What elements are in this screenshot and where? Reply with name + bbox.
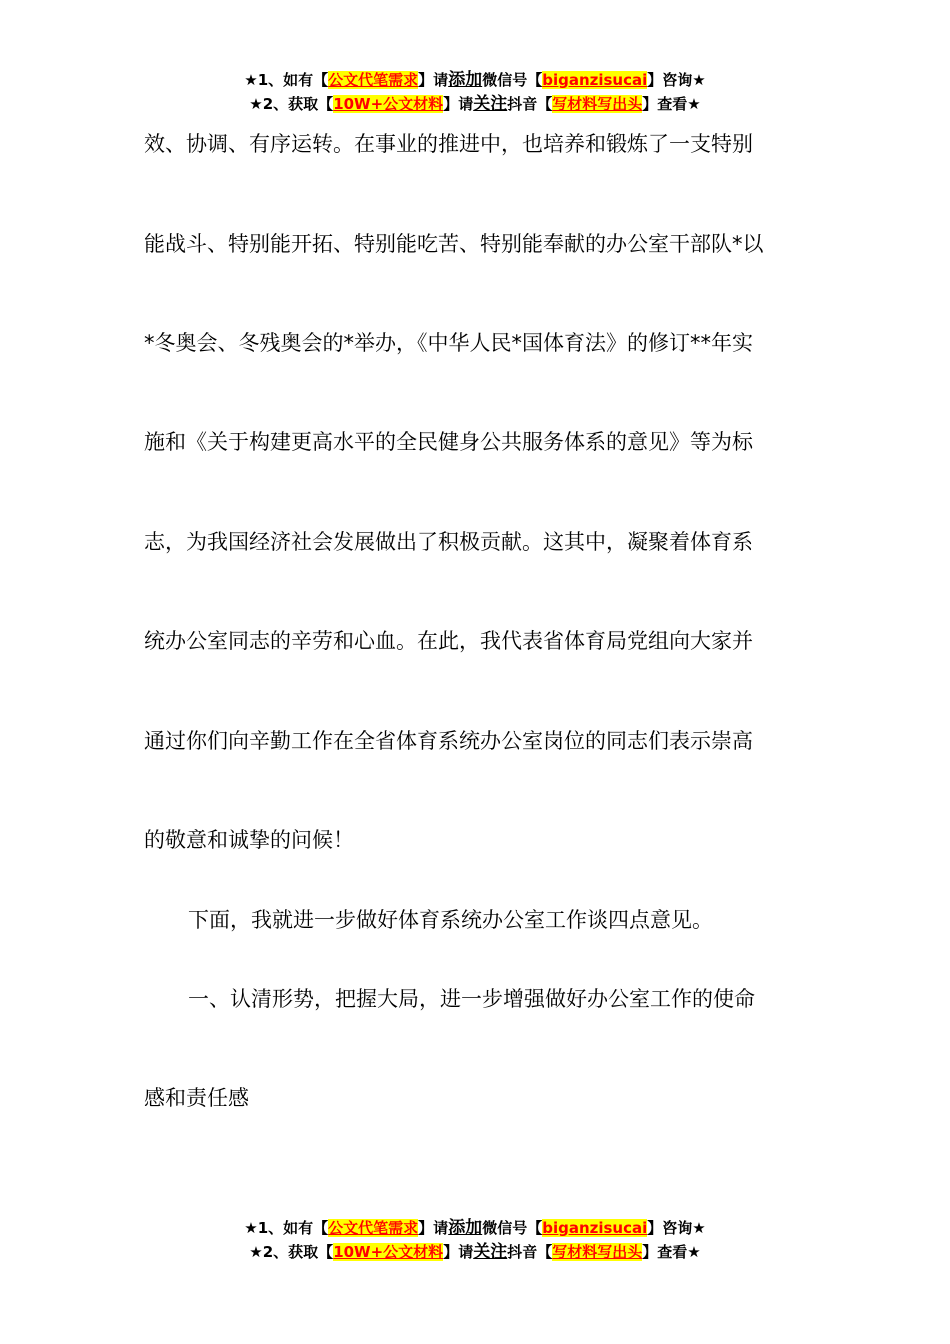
- body-line: 志，为我国经济社会发展做出了积极贡献。这其中，凝聚着体育系: [144, 530, 753, 554]
- banner-emphasis-follow: 关注: [473, 1242, 508, 1262]
- banner-line-1-suffix: 】咨询★: [647, 1219, 706, 1237]
- banner-emphasis-add: 添加: [448, 1218, 483, 1238]
- body-line: 的敬意和诚挚的问候！: [144, 828, 354, 852]
- banner-highlight-wechat-id: biganzisucai: [542, 71, 648, 89]
- banner-line-1-mid: 】请: [418, 1219, 449, 1237]
- section-heading-continuation: 感和责任感: [144, 1086, 249, 1110]
- banner-highlight-materials: 10W+公文材料: [333, 95, 444, 113]
- banner-line-1: [0, 68, 950, 92]
- banner-line-2: [0, 92, 950, 116]
- banner-emphasis-follow: 关注: [473, 94, 508, 114]
- banner-line-1-mid2: 微信号【: [482, 1219, 543, 1237]
- banner-line-2-mid: 】请: [443, 95, 474, 113]
- banner-line-2-prefix: ★2、获取【: [249, 1243, 334, 1261]
- banner-line-2: [0, 1240, 950, 1264]
- banner-line-1-mid: 】请: [418, 71, 449, 89]
- section-heading: 一、认清形势，把握大局，进一步增强做好办公室工作的使命: [188, 987, 755, 1011]
- banner-line-2-prefix: ★2、获取【: [249, 95, 334, 113]
- banner-line-1-prefix: ★1、如有【: [244, 1219, 329, 1237]
- banner-highlight-douyin-account: 写材料写出头: [552, 95, 643, 113]
- body-paragraph-intro: 下面，我就进一步做好体育系统办公室工作谈四点意见。: [188, 908, 713, 932]
- body-line: 效、协调、有序运转。在事业的推进中，也培养和锻炼了一支特别: [144, 132, 753, 156]
- banner-highlight-douyin-account: 写材料写出头: [552, 1243, 643, 1261]
- banner-line-1-mid2: 微信号【: [482, 71, 543, 89]
- banner-line-2-mid2: 抖音【: [507, 95, 553, 113]
- body-line: 能战斗、特别能开拓、特别能吃苦、特别能奉献的办公室干部队*以: [144, 232, 764, 256]
- body-line: 通过你们向辛勤工作在全省体育系统办公室岗位的同志们表示崇高: [144, 729, 753, 753]
- body-line: *冬奥会、冬残奥会的*举办，《中华人民*国体育法》的修订**年实: [144, 331, 753, 355]
- banner-line-1-suffix: 】咨询★: [647, 71, 706, 89]
- banner-highlight-service: 公文代笔需求: [328, 1219, 419, 1237]
- banner-highlight-wechat-id: biganzisucai: [542, 1219, 648, 1237]
- banner-line-2-suffix: 】查看★: [642, 95, 701, 113]
- banner-line-2-mid2: 抖音【: [507, 1243, 553, 1261]
- header-banner: [0, 68, 950, 116]
- body-line: 统办公室同志的辛劳和心血。在此，我代表省体育局党组向大家并: [144, 629, 753, 653]
- footer-banner: [0, 1216, 950, 1264]
- banner-highlight-service: 公文代笔需求: [328, 71, 419, 89]
- banner-line-2-mid: 】请: [443, 1243, 474, 1261]
- banner-emphasis-add: 添加: [448, 70, 483, 90]
- banner-line-1: [0, 1216, 950, 1240]
- body-line: 施和《关于构建更高水平的全民健身公共服务体系的意见》等为标: [144, 430, 753, 454]
- banner-line-2-suffix: 】查看★: [642, 1243, 701, 1261]
- banner-line-1-prefix: ★1、如有【: [244, 71, 329, 89]
- banner-highlight-materials: 10W+公文材料: [333, 1243, 444, 1261]
